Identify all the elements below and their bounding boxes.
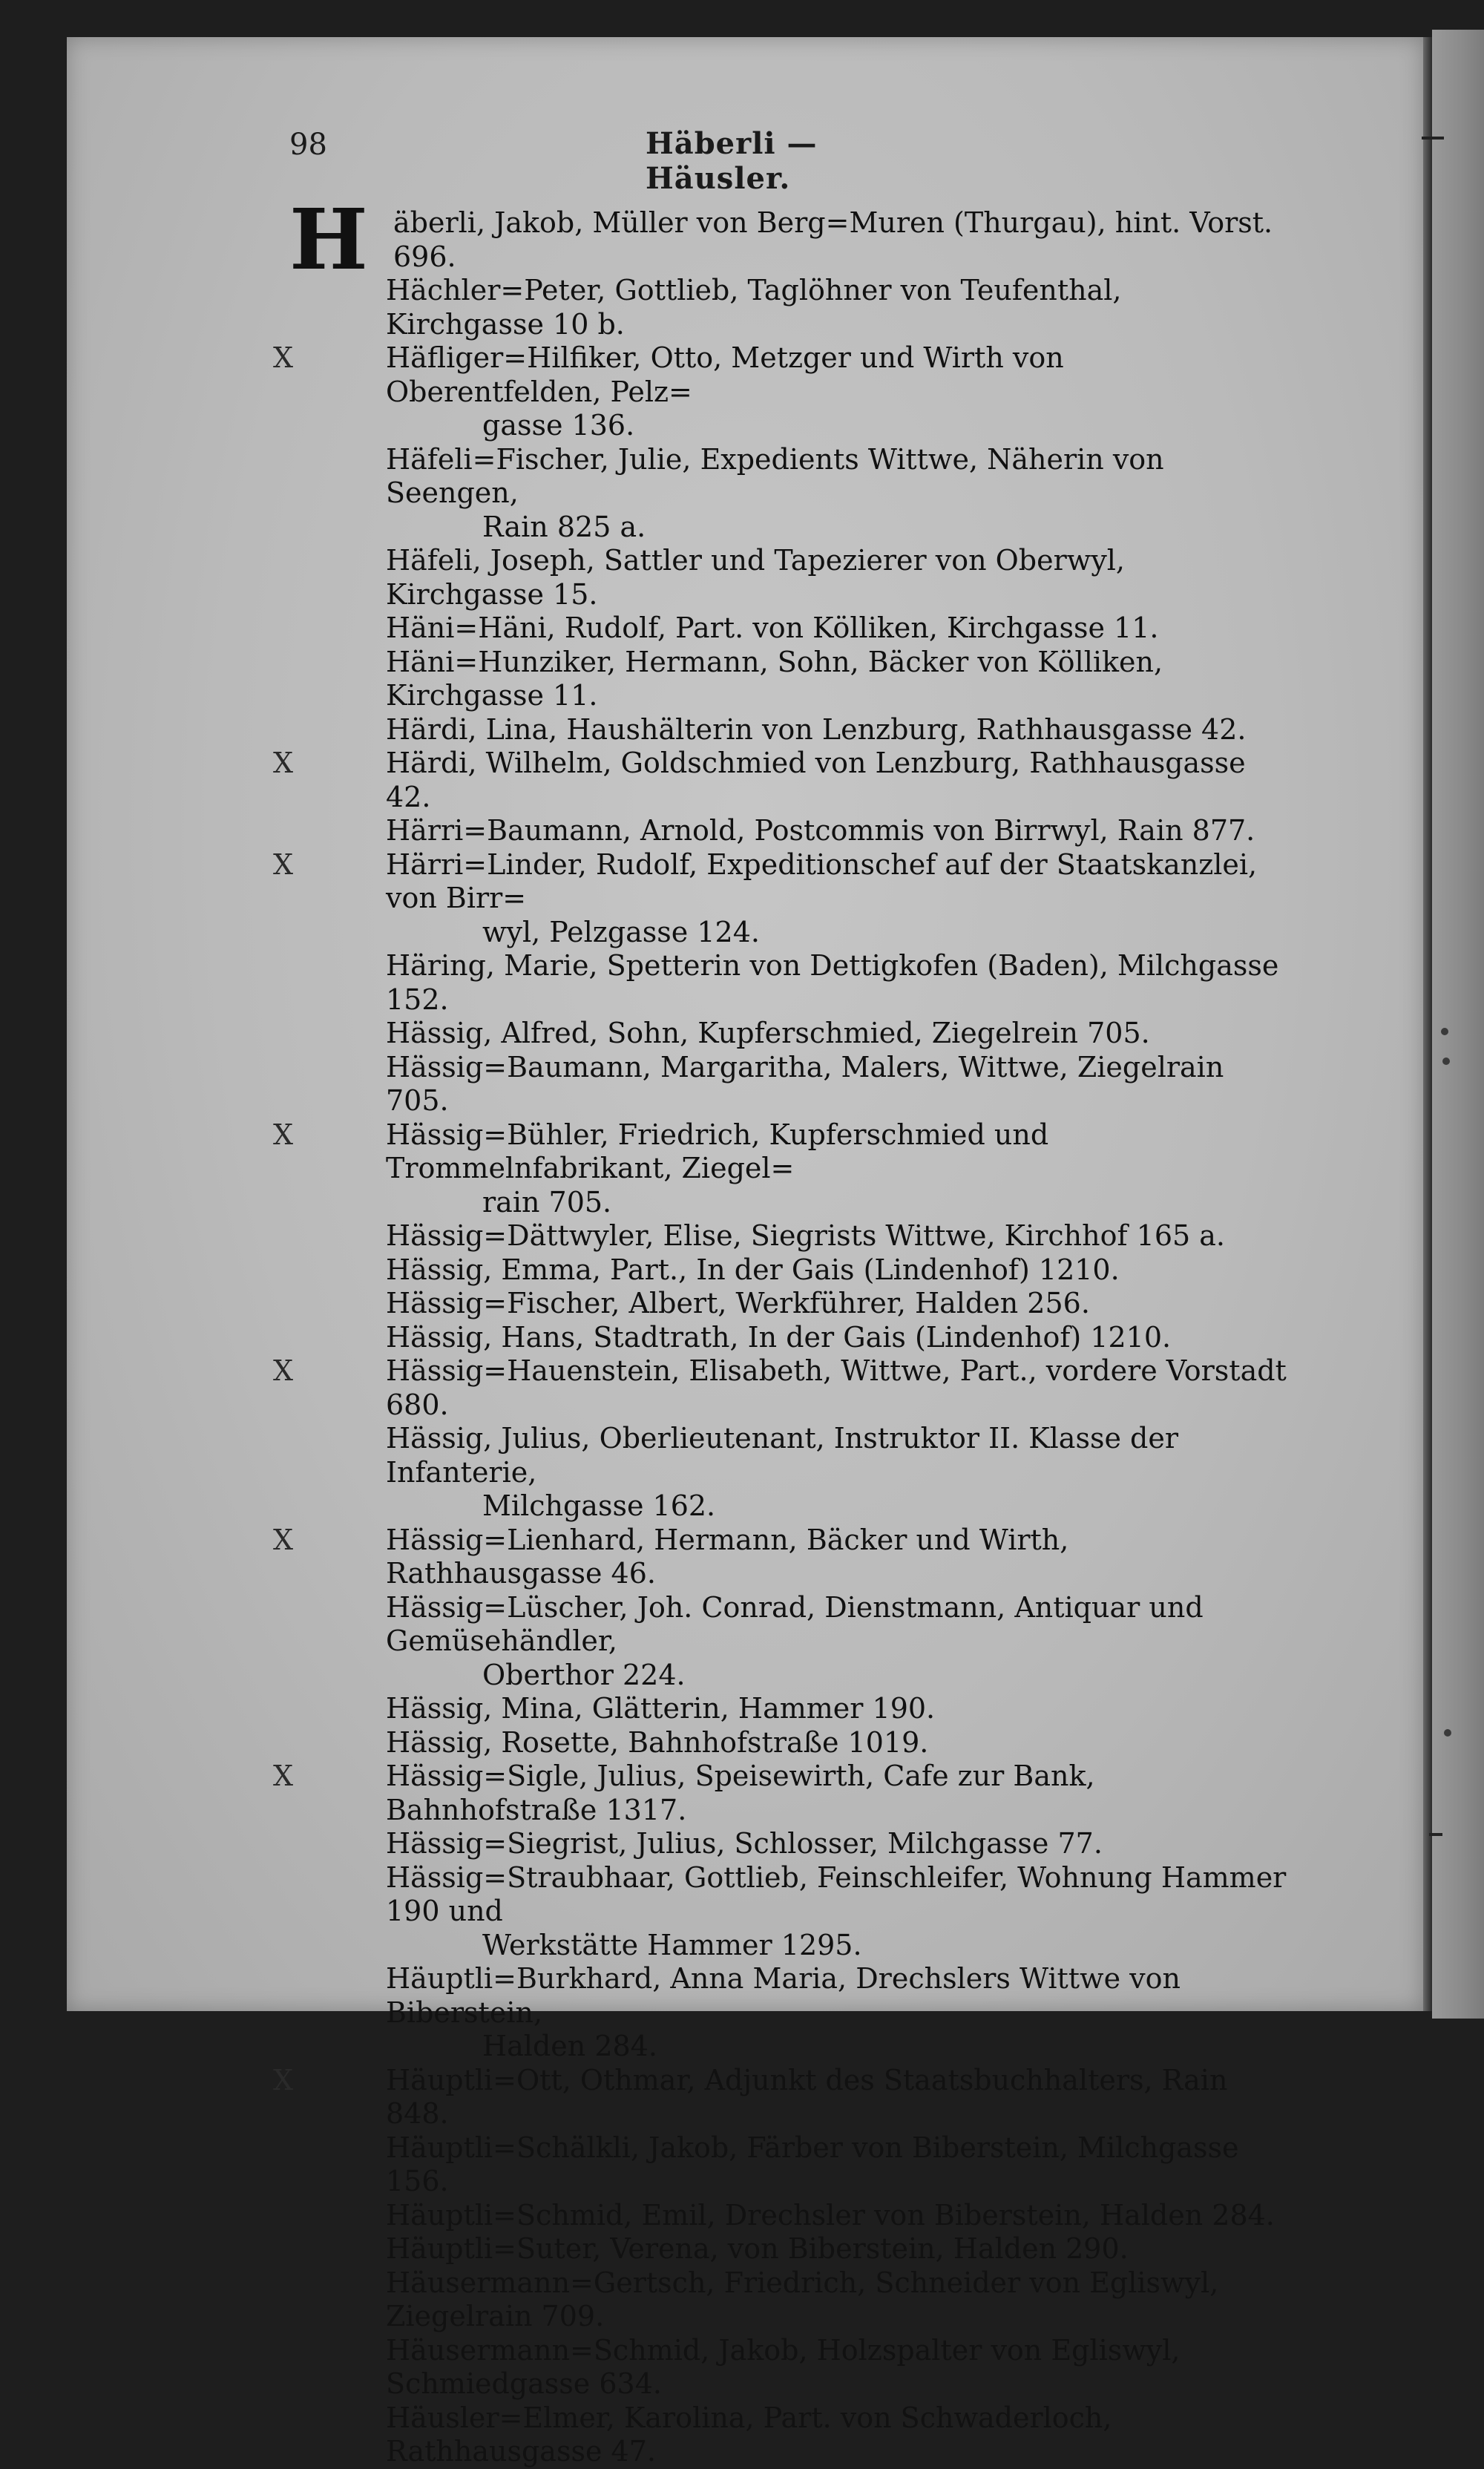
entry-line: Hässig=Lienhard, Hermann, Bäcker und Wirth, Rathhausgasse 46. [386, 1523, 1069, 1590]
pin-hole [1442, 1058, 1450, 1065]
directory-entry [289, 1726, 1287, 1760]
entry-continuation-line: Rain 825 a. [482, 510, 646, 543]
directory-entry [273, 1354, 1287, 1422]
directory-entry [289, 646, 1287, 713]
entry-line: Härri=Linder, Rudolf, Expeditionschef auf der Staatskanzlei, von Birr= [386, 847, 1258, 914]
entry-line: Hässig=Hauenstein, Elisabeth, Wittwe, Part., vordere Vorstadt 680. [386, 1354, 1287, 1421]
directory-entry [289, 2232, 1287, 2266]
directory-entry [289, 1051, 1287, 1118]
directory-entry [273, 2063, 1287, 2131]
entry-line: Häuptli=Schmid, Emil, Drechsler von Biberstein, Halden 284. [386, 2198, 1275, 2232]
entry-line: Hässig, Hans, Stadtrath, In der Gais (Lindenhof) 1210. [386, 1320, 1172, 1354]
directory-entry [289, 1861, 1287, 1963]
directory-entry [289, 1827, 1287, 1861]
handwritten-x-mark: X [273, 847, 294, 881]
directory-entry [273, 1523, 1287, 1591]
directory-entry [273, 341, 1287, 443]
directory-entry [289, 1692, 1287, 1726]
page-edge [1423, 37, 1432, 2011]
entry-line: Häuptli=Burkhard, Anna Maria, Drechslers Wittwe von Biberstein, [386, 1962, 1181, 2029]
entry-line: Hässig, Emma, Part., In der Gais (Lindenhof) 1210. [386, 1253, 1120, 1286]
entry-line: Häni=Hunziker, Hermann, Sohn, Bäcker von Kölliken, Kirchgasse 11. [386, 645, 1163, 712]
handwritten-x-mark: X [273, 1118, 294, 1151]
pin-hole [1441, 1028, 1448, 1035]
directory-entry [289, 2401, 1287, 2469]
directory-entry [289, 611, 1287, 646]
directory-entry [289, 1287, 1287, 1321]
facing-page-strip [1432, 30, 1484, 2019]
entry-line: Häfliger=Hilfiker, Otto, Metzger und Wirth von Oberentfelden, Pelz= [386, 341, 1064, 408]
directory-entry [289, 1591, 1287, 1693]
directory-entry [289, 713, 1287, 747]
handwritten-x-mark: X [273, 1523, 294, 1556]
entry-line: Härdi, Lina, Haushälterin von Lenzburg, Rathhausgasse 42. [386, 712, 1247, 746]
directory-entries [273, 191, 1287, 2469]
directory-entry [289, 544, 1287, 611]
running-head: Häberli — Häusler. [646, 126, 818, 196]
directory-entry [289, 443, 1287, 545]
entry-line: Härdi, Wilhelm, Goldschmied von Lenzburg, Rathhausgasse 42. [386, 747, 1246, 813]
directory-entry [273, 1118, 1287, 1220]
entry-line: Häusler=Elmer, Karolina, Part. von Schwaderloch, Rathhausgasse 47. [386, 2401, 1112, 2468]
entry-continuation-line: rain 705. [482, 1185, 612, 1219]
directory-entry [289, 949, 1287, 1017]
entry-line: Hässig=Straubhaar, Gottlieb, Feinschleifer, Wohnung Hammer 190 und [386, 1860, 1287, 1927]
entry-line: Hässig=Siegrist, Julius, Schlosser, Milchgasse 77. [386, 1827, 1103, 1860]
directory-entry [289, 1321, 1287, 1355]
entry-continuation-line: Werkstätte Hammer 1295. [482, 1928, 862, 1961]
handwritten-x-mark: X [273, 1760, 294, 1792]
directory-entry [289, 2266, 1287, 2334]
page-number: 98 [289, 128, 327, 162]
entry-line: Hässig=Bühler, Friedrich, Kupferschmied und Trommelnfabrikant, Ziegel= [386, 1118, 1049, 1184]
entry-continuation-line: wyl, Pelzgasse 124. [482, 915, 760, 948]
directory-entry [273, 747, 1287, 814]
directory-entry [289, 274, 1287, 341]
entry-continuation-line: Milchgasse 162. [482, 1489, 716, 1522]
entry-line: Häuptli=Schälkli, Jakob, Färber von Biberstein, Milchgasse 156. [386, 2131, 1239, 2197]
directory-entry [289, 1017, 1287, 1051]
handwritten-x-mark: X [273, 2063, 294, 2096]
entry-line: Häuptli=Suter, Verena, von Biberstein, Halden 290. [386, 2232, 1129, 2265]
entry-line: Hässig=Lüscher, Joh. Conrad, Dienstmann, Antiquar und Gemüsehändler, [386, 1590, 1204, 1657]
entry-line: Häring, Marie, Spetterin von Dettigkofen (Baden), Milchgasse 152. [386, 949, 1279, 1016]
entry-line: Hässig, Alfred, Sohn, Kupferschmied, Ziegelrein 705. [386, 1017, 1150, 1049]
entry-line: Häfeli, Joseph, Sattler und Tapezierer von Oberwyl, Kirchgasse 15. [386, 544, 1126, 611]
entry-line: Hächler=Peter, Gottlieb, Taglöhner von Teufenthal, Kirchgasse 10 b. [386, 274, 1122, 341]
directory-entry [273, 847, 1287, 950]
directory-entry [289, 1219, 1287, 1253]
entry-line: Härri=Baumann, Arnold, Postcommis von Birrwyl, Rain 877. [386, 814, 1255, 847]
entry-line: Häuptli=Ott, Othmar, Adjunkt des Staatsbuchhalters, Rain 848. [386, 2063, 1228, 2130]
directory-entry [289, 2334, 1287, 2401]
directory-entry [289, 191, 1287, 289]
entry-continuation-line: Halden 284. [482, 2030, 657, 2062]
entry-line: Hässig, Rosette, Bahnhofstraße 1019. [386, 1725, 929, 1759]
entry-continuation-line: Oberthor 224. [482, 1658, 686, 1691]
pin-hole [1444, 1729, 1451, 1737]
directory-entry [289, 1253, 1287, 1288]
entry-line: äberli, Jakob, Müller von Berg=Muren (Thurgau), hint. Vorst. 696. [393, 206, 1273, 273]
entry-line: Häusermann=Gertsch, Friedrich, Schneider von Egliswyl, Ziegelrain 709. [386, 2266, 1219, 2332]
entry-continuation-line: gasse 136. [482, 409, 635, 442]
directory-entry [289, 2131, 1287, 2199]
entry-line: Hässig=Dättwyler, Elise, Siegrists Wittwe, Kirchhof 165 a. [386, 1219, 1225, 1252]
margin-tick [1422, 137, 1444, 140]
directory-entry [289, 2199, 1287, 2233]
entry-line: Hässig=Baumann, Margaritha, Malers, Wittwe, Ziegelrain 705. [386, 1050, 1224, 1117]
handwritten-x-mark: X [273, 747, 294, 779]
entry-line: Häfeli=Fischer, Julie, Expedients Wittwe, Näherin von Seengen, [386, 442, 1164, 509]
directory-entry [289, 1422, 1287, 1524]
entry-line: Hässig, Mina, Glätterin, Hammer 190. [386, 1692, 936, 1725]
margin-tick [1429, 1833, 1442, 1836]
directory-entry [289, 1962, 1287, 2064]
handwritten-x-mark: X [273, 341, 294, 374]
entry-line: Häusermann=Schmid, Jakob, Holzspalter von Egliswyl, Schmiedgasse 634. [386, 2333, 1181, 2400]
directory-entry [273, 1760, 1287, 1827]
entry-line: Hässig=Sigle, Julius, Speisewirth, Cafe zur Bank, Bahnhofstraße 1317. [386, 1760, 1095, 1826]
handwritten-x-mark: X [273, 1354, 294, 1387]
decorative-initial: H [289, 191, 368, 289]
entry-line: Hässig=Fischer, Albert, Werkführer, Halden 256. [386, 1287, 1090, 1319]
entry-line: Hässig, Julius, Oberlieutenant, Instruktor II. Klasse der Infanterie, [386, 1422, 1179, 1489]
entry-line: Häni=Häni, Rudolf, Part. von Kölliken, Kirchgasse 11. [386, 611, 1159, 644]
directory-entry [289, 814, 1287, 848]
